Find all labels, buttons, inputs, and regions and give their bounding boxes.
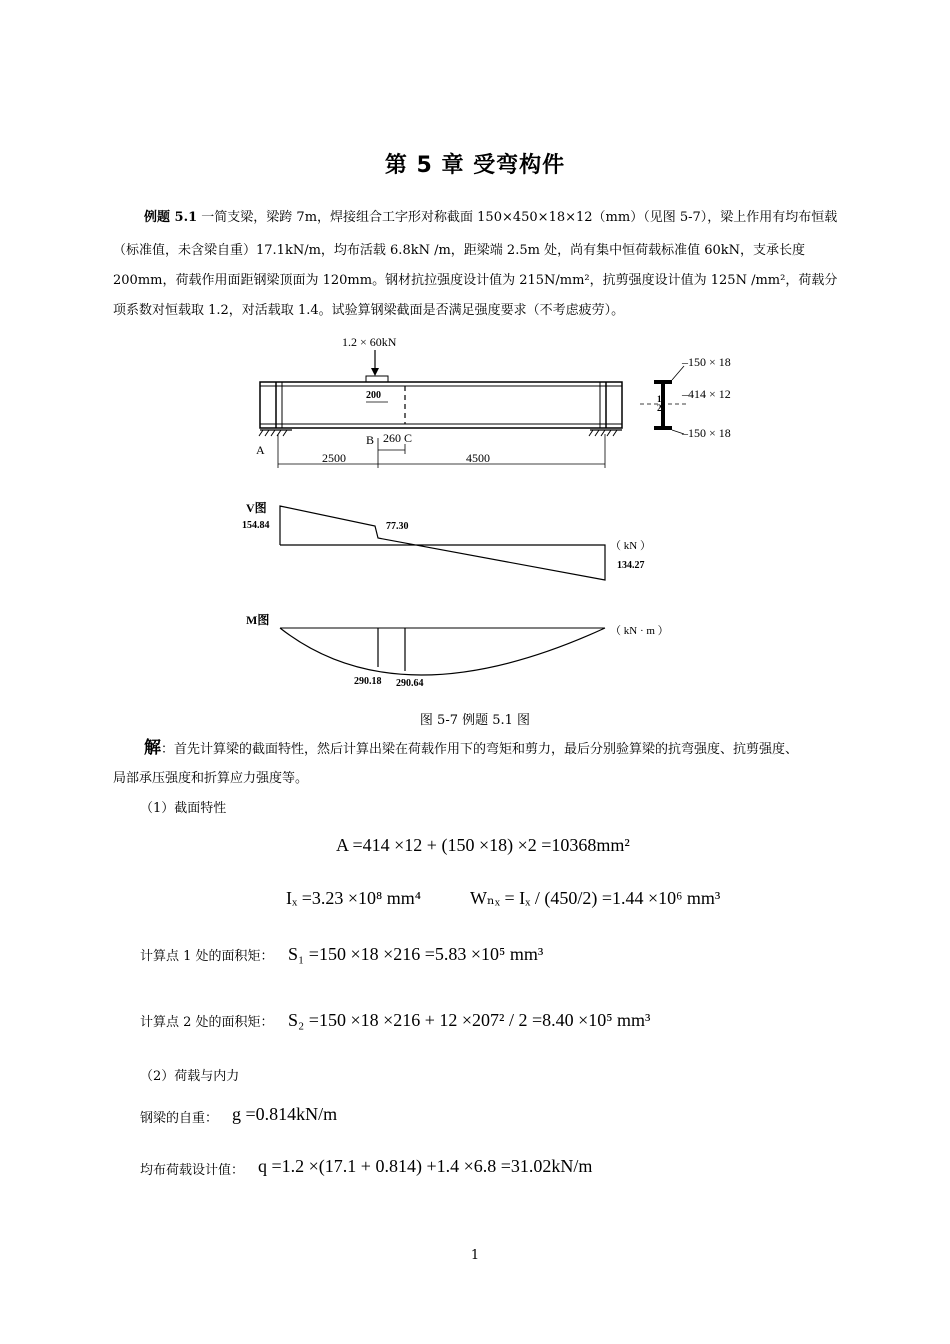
- point-b: B: [366, 433, 375, 447]
- problem-line-4: 项系数对恒载取 1.2，对活载取 1.4。试验算钢梁截面是否满足强度要求（不考虑疲劳）。: [113, 303, 625, 318]
- problem-line-3: 200mm，荷载作用面距钢梁顶面为 120mm。钢材抗拉强度设计值为 215N/mm²，抗剪强度设计值为 125N /mm²，荷载分: [113, 273, 838, 288]
- solution-text-1: ：首先计算梁的截面特性，然后计算出梁在荷载作用下的弯矩和剪力，最后分别验算梁的抗弯强度、抗剪强度、: [161, 742, 799, 757]
- load-label: 1.2 × 60kN: [342, 335, 397, 349]
- m-unit: （ kN · m ）: [610, 625, 669, 637]
- solution-lead: 解: [144, 738, 161, 758]
- section-point-2: 2: [657, 403, 662, 413]
- m-b-value: 290.18: [354, 676, 382, 687]
- section-heading-2: （2）荷载与内力: [140, 1069, 240, 1084]
- problem-line-1: 一简支梁，梁跨 7m，焊接组合工字形对称截面 150×450×18×12（mm）（见图 5-7），梁上作用有均布恒载: [201, 210, 838, 225]
- figure-caption: 图 5-7 例题 5.1 图: [419, 713, 531, 728]
- m-c-value: 290.64: [396, 678, 424, 689]
- page-number: 1: [470, 1248, 480, 1263]
- dim-right: 4500: [466, 451, 490, 465]
- bearing-label: 200: [366, 390, 381, 401]
- v-unit: （ kN ）: [610, 540, 651, 552]
- v-right-value: 134.27: [617, 560, 645, 571]
- equation-area: A =414 ×12 + (150 ×18) ×2 =10368mm²: [336, 835, 630, 855]
- solution-intro: [113, 734, 843, 764]
- chapter-title: 第 5 章 受弯构件: [384, 153, 566, 178]
- q-label: 均布荷载设计值：: [140, 1163, 245, 1178]
- m-diagram-title: M图: [246, 613, 270, 627]
- section-heading-1: （1）截面特性: [140, 801, 227, 816]
- equation-s1: S₁ =150 ×18 ×216 =5.83 ×10⁵ mm³: [288, 944, 544, 964]
- v-b-value: 77.30: [386, 521, 409, 532]
- v-diagram-title: V图: [246, 501, 267, 515]
- dim-left: 2500: [322, 451, 346, 465]
- point-a: A: [256, 443, 265, 457]
- equation-g: g =0.814kN/m: [232, 1104, 338, 1124]
- section-point-1: 1: [657, 394, 662, 404]
- problem-label: 例题 5.1: [144, 210, 198, 225]
- problem-line-2: （标准值，未含梁自重）17.1kN/m，均布活载 6.8kN /m，距梁端 2.5m 处，尚有集中恒荷载标准值 60kN，支承长度: [113, 243, 805, 258]
- web-label: –414 × 12: [682, 387, 731, 401]
- equation-wnx: Wₙₓ = Iₓ / (450/2) =1.44 ×10⁶ mm³: [470, 888, 721, 908]
- beam-figure: [230, 330, 770, 700]
- s1-label: 计算点 1 处的面积矩：: [140, 949, 274, 964]
- equation-ix: Iₓ =3.23 ×10⁸ mm⁴: [286, 888, 422, 908]
- g-label: 钢梁的自重：: [140, 1111, 219, 1126]
- s2-label: 计算点 2 处的面积矩：: [140, 1015, 274, 1030]
- solution-text-2: 局部承压强度和折算应力强度等。: [113, 771, 309, 786]
- flange-bottom-label: –150 × 18: [682, 426, 731, 440]
- equation-q: q =1.2 ×(17.1 + 0.814) +1.4 ×6.8 =31.02kN/m: [258, 1156, 593, 1176]
- flange-top-label: –150 × 18: [682, 355, 731, 369]
- v-left-value: 154.84: [242, 520, 270, 531]
- equation-s2: S₂ =150 ×18 ×216 + 12 ×207² / 2 =8.40 ×10⁵ mm³: [288, 1010, 651, 1030]
- point-c-label: 260 C: [383, 431, 413, 445]
- problem-statement: [113, 203, 843, 232]
